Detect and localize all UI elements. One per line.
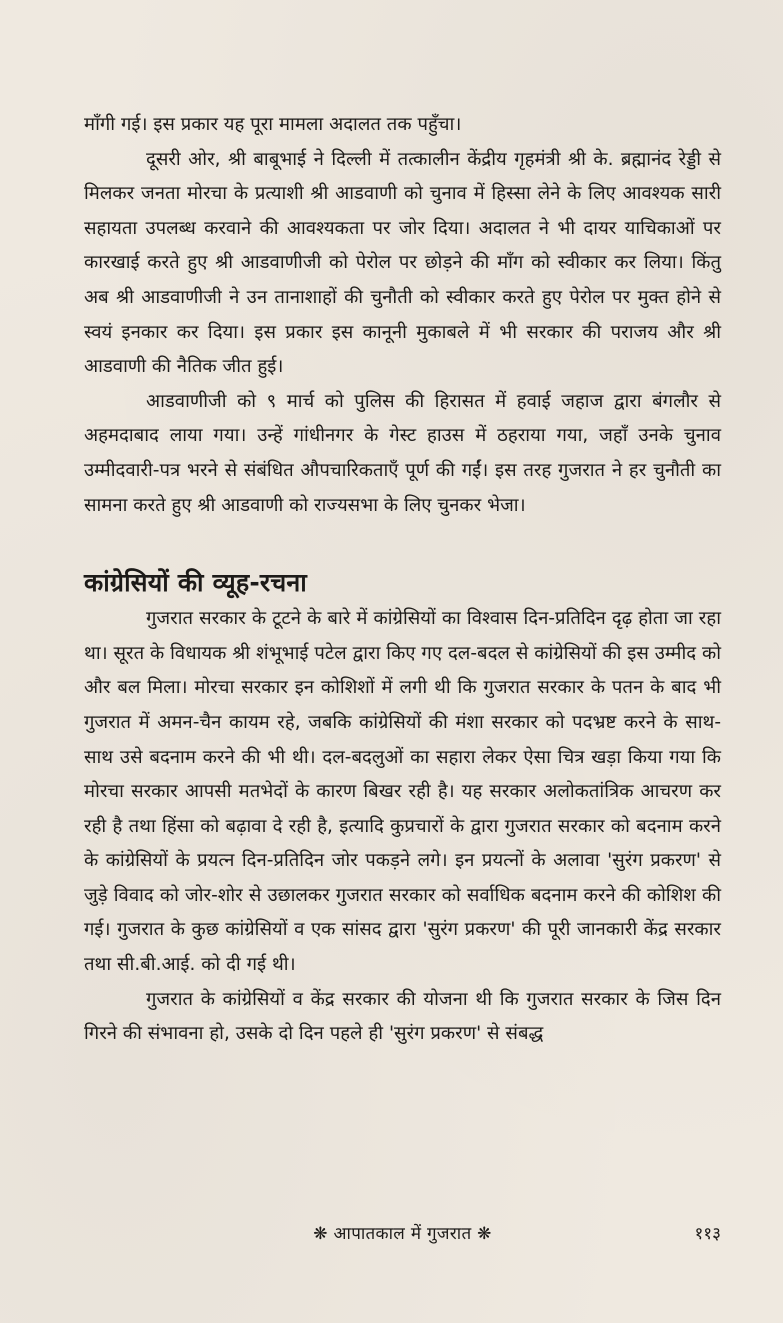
page-number: ११३ bbox=[694, 1224, 721, 1244]
paragraph: दूसरी ओर, श्री बाबूभाई ने दिल्ली में तत्कालीन केंद्रीय गृहमंत्री श्री के. ब्रह्मानंद रेड्डी से मिलकर जनता मोरचा के प्रत्याशी श्री आडवाणी को चुनाव में हिस्सा लेने के लिए आवश्यक सारी सहायता उपलब्ध करवाने की आवश्यकता पर जोर दिया। अदालत ने भी दायर याचिकाओं पर कारखाई करते हुए श्री आडवाणीजी को पेरोल पर छोड़ने की माँग को स्वीकार कर लिया। किंतु अब श्री आडवाणीजी ने उन तानाशाहों की चुनौती को स्वीकार करते हुए पेरोल पर मुक्त होने से स्वयं इनकार कर दिया। इस प्रकार इस कानूनी मुकाबले में भी सरकार की पराजय और श्री आडवाणी की नैतिक जीत हुई। bbox=[84, 148, 721, 378]
page-footer bbox=[84, 1222, 721, 1246]
section-heading: कांग्रेसियों की व्यूह-रचना bbox=[84, 568, 307, 598]
page-body bbox=[84, 108, 721, 1052]
paragraph: गुजरात सरकार के टूटने के बारे में कांग्रेसियों का विश्वास दिन-प्रतिदिन दृढ़ होता जा रहा था। सूरत के विधायक श्री शंभूभाई पटेल द्वारा किए गए दल-बदल से कांग्रेसियों की इस उम्मीद को और बल मिला। मोरचा सरकार इन कोशिशों में लगी थी कि गुजरात सरकार के पतन के बाद भी गुजरात में अमन-चैन कायम रहे, जबकि कांग्रेसियों की मंशा सरकार को पदभ्रष्ट करने के साथ-साथ उसे बदनाम करने की भी थी। दल-बदलुओं का सहारा लेकर ऐसा चित्र खड़ा किया गया कि मोरचा सरकार आपसी मतभेदों के कारण बिखर रही है। यह सरकार अलोकतांत्रिक आचरण कर रही है तथा हिंसा को बढ़ावा दे रही है, इत्यादि कुप्रचारों के द्वारा गुजरात सरकार को बदनाम करने के कांग्रेसियों के प्रयत्न दिन-प्रतिदिन जोर पकड़ने लगे। इन प्रयत्नों के अलावा 'सुरंग प्रकरण' से जुड़े विवाद को जोर-शोर से उछालकर गुजरात सरकार को सर्वाधिक बदनाम करने की कोशिश की गई। गुजरात के कुछ कांग्रेसियों व एक सांसद द्वारा 'सुरंग प्रकरण' की पूरी जानकारी केंद्र सरकार तथा सी.बी.आई. को दी गई थी। bbox=[84, 608, 721, 976]
paragraph: माँगी गई। इस प्रकार यह पूरा मामला अदालत तक पहुँचा। bbox=[84, 114, 462, 135]
paragraph: आडवाणीजी को ९ मार्च को पुलिस की हिरासत में हवाई जहाज द्वारा बंगलौर से अहमदाबाद लाया गया। उन्हें गांधीनगर के गेस्ट हाउस में ठहराया गया, जहाँ उनके चुनाव उम्मीदवारी-पत्र भरने से संबंधित औपचारिकताएँ पूर्ण की गईं। इस तरह गुजरात ने हर चुनौती का सामना करते हुए श्री आडवाणी को राज्यसभा के लिए चुनकर भेजा। bbox=[84, 390, 721, 516]
paragraph: गुजरात के कांग्रेसियों व केंद्र सरकार की योजना थी कि गुजरात सरकार के जिस दिन गिरने की संभावना हो, उसके दो दिन पहले ही 'सुरंग प्रकरण' से संबद्ध bbox=[84, 988, 721, 1045]
running-title: ❋ आपातकाल में गुजरात ❋ bbox=[313, 1224, 492, 1244]
